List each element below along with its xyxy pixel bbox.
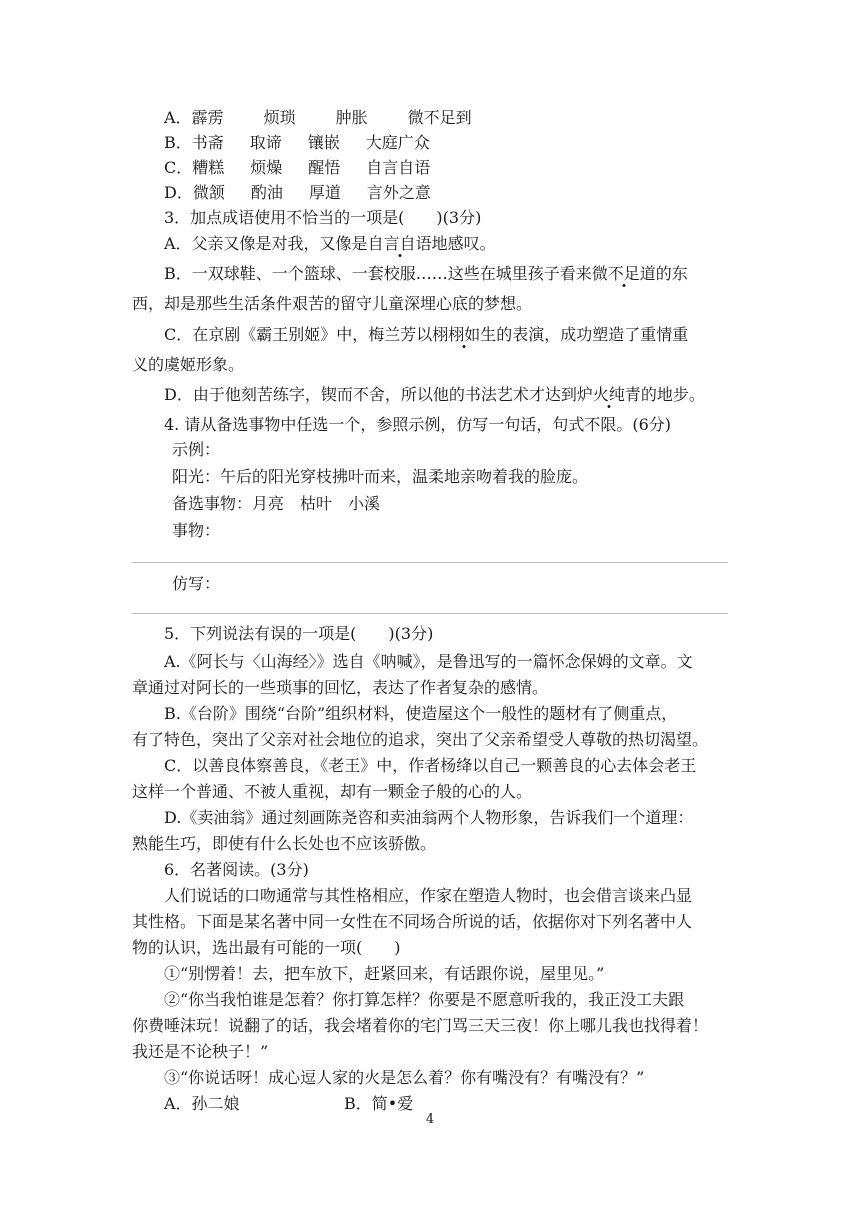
answer-line[interactable] (132, 562, 728, 563)
word: 书斋 (191, 133, 224, 152)
word: 大庭广众 (365, 133, 430, 152)
q6-quote-2-line2: 你费唾沫玩！说翻了的话，我会堵着你的宅门骂三天三夜！你上哪儿我也找得着！ (132, 1016, 709, 1035)
dotted-idiom: 栩栩如生 (432, 325, 496, 349)
q3-option-d (164, 383, 705, 407)
q4-example: 阳光：午后的阳光穿枝拂叶而来，温柔地亲吻着我的脸庞。 (172, 467, 589, 486)
text: B．一双球鞋、一个篮球、一套校服……这些在城里孩子看来 (164, 264, 592, 283)
q6-para-line3: 物的认识，选出最有可能的一项( ) (132, 938, 401, 957)
q6-para-line1: 人们说话的口吻通常与其性格相应，作家在塑造人物时，也会借言谈来凸显 (164, 886, 693, 905)
q5-option-a-line2: 章通过对阿长的一些琐事的回忆，表达了作者复杂的感情。 (132, 678, 549, 697)
word: 烦琐 (263, 108, 296, 127)
word: 微不足到 (407, 108, 472, 127)
word: 醒悟 (308, 158, 341, 177)
q6-para-line2: 其性格。下面是某名著中同一女性在不同场合所说的话，依据你对下列名著中人 (132, 912, 693, 931)
q3-option-c-line2: 义的虞姬形象。 (132, 355, 245, 374)
q6-quote-2-line1: ②“你当我怕谁是怎着？你打算怎样？你要是不愿意听我的，我正没工夫跟 (164, 990, 685, 1009)
dotted-idiom: 微不足道 (592, 264, 656, 288)
q5-option-a-line1: A.《阿长与〈山海经〉》选自《呐喊》，是鲁迅写的一篇怀念保姆的文章。文 (164, 652, 693, 671)
word: 酌油 (250, 183, 283, 202)
q5-option-c-line1: C．以善良体察善良，《老王》中，作者杨绛以自己一颗善良的心去体会老王 (164, 756, 697, 775)
text: 的地步。 (640, 385, 705, 404)
q6-option-b: B．简•爱 (344, 1094, 414, 1113)
q5-option-b-line1: B.《台阶》围绕“台阶”组织材料，使造屋这个一般性的题材有了侧重点， (164, 704, 678, 723)
word: 言外之意 (366, 183, 431, 202)
q5-option-d-line1: D.《卖油翁》通过刻画陈尧咨和卖油翁两个人物形象，告诉我们一个道理： (164, 808, 694, 827)
word: 取谛 (249, 133, 282, 152)
q6-stem: 6．名著阅读。(3分) (164, 860, 309, 879)
q5-stem: 5．下列说法有误的一项是( )(3分) (164, 624, 434, 643)
text: 地感叹。 (431, 234, 496, 253)
text: 的东 (655, 264, 688, 283)
q3-option-b-line2: 西，却是那些生活条件艰苦的留守儿童深埋心底的梦想。 (132, 294, 533, 313)
dotted-idiom: 自言自语 (368, 234, 432, 258)
text: A．父亲又像是对我，又像是 (164, 234, 368, 253)
q4-stem: 4. 请从备选事物中任选一个，参照示例，仿写一句话，句式不限。(6分) (164, 415, 672, 434)
option-letter: D． (164, 183, 193, 202)
q4-thing-label: 事物： (172, 521, 221, 540)
q5-option-b-line2: 有了特色，突出了父亲对社会地位的追求，突出了父亲希望受人尊敬的热切渴望。 (132, 730, 709, 749)
q5-option-d-line2: 熟能生巧，即使有什么长处也不应该骄傲。 (132, 834, 437, 853)
word: 厚道 (308, 183, 341, 202)
dotted-idiom: 炉火纯青 (577, 385, 641, 409)
q4-example-label: 示例： (172, 440, 221, 459)
q2-option-c (164, 156, 430, 180)
word: 微颔 (192, 183, 225, 202)
text: C．在京剧《霸王别姬》中，梅兰芳以 (164, 325, 433, 344)
word: 镶嵌 (307, 133, 340, 152)
q2-option-a (164, 106, 472, 130)
q6-quote-1: ①“别愣着！去，把车放下，赶紧回来，有话跟你说，屋里见。” (164, 964, 605, 983)
word: 霹雳 (191, 108, 224, 127)
q6-quote-2-line3: 我还是不论秧子！” (132, 1042, 269, 1061)
text: 的表演，成功塑造了重情重 (496, 325, 689, 344)
q4-imitate-label: 仿写： (172, 574, 221, 593)
page-number: 4 (425, 1112, 435, 1127)
q2-option-d (164, 181, 431, 205)
option-letter: C． (164, 158, 193, 177)
q6-option-a: A．孙二娘 (164, 1094, 240, 1113)
answer-line[interactable] (132, 613, 728, 614)
q6-quote-3: ③“你说话呀！成心逗人家的火是怎么着？你有嘴没有？有嘴没有？” (164, 1068, 645, 1087)
q2-option-b (164, 131, 430, 155)
q3-option-a (164, 232, 496, 256)
q3-option-c-line1 (164, 323, 688, 347)
q3-stem: 3．加点成语使用不恰当的一项是( )(3分) (164, 208, 482, 227)
word: 自言自语 (366, 158, 431, 177)
word: 肿胀 (335, 108, 368, 127)
word: 烦燥 (250, 158, 283, 177)
q5-option-c-line2: 这样一个普通、不被人重视，却有一颗金子般的心的人。 (132, 782, 533, 801)
word: 糟糕 (192, 158, 225, 177)
q3-option-b-line1 (164, 262, 688, 286)
option-letter: A． (164, 108, 192, 127)
text: D．由于他刻苦练字，锲而不舍，所以他的书法艺术才达到 (164, 385, 577, 404)
q4-options: 备选事物：月亮 枯叶 小溪 (172, 494, 381, 513)
option-letter: B． (164, 133, 192, 152)
